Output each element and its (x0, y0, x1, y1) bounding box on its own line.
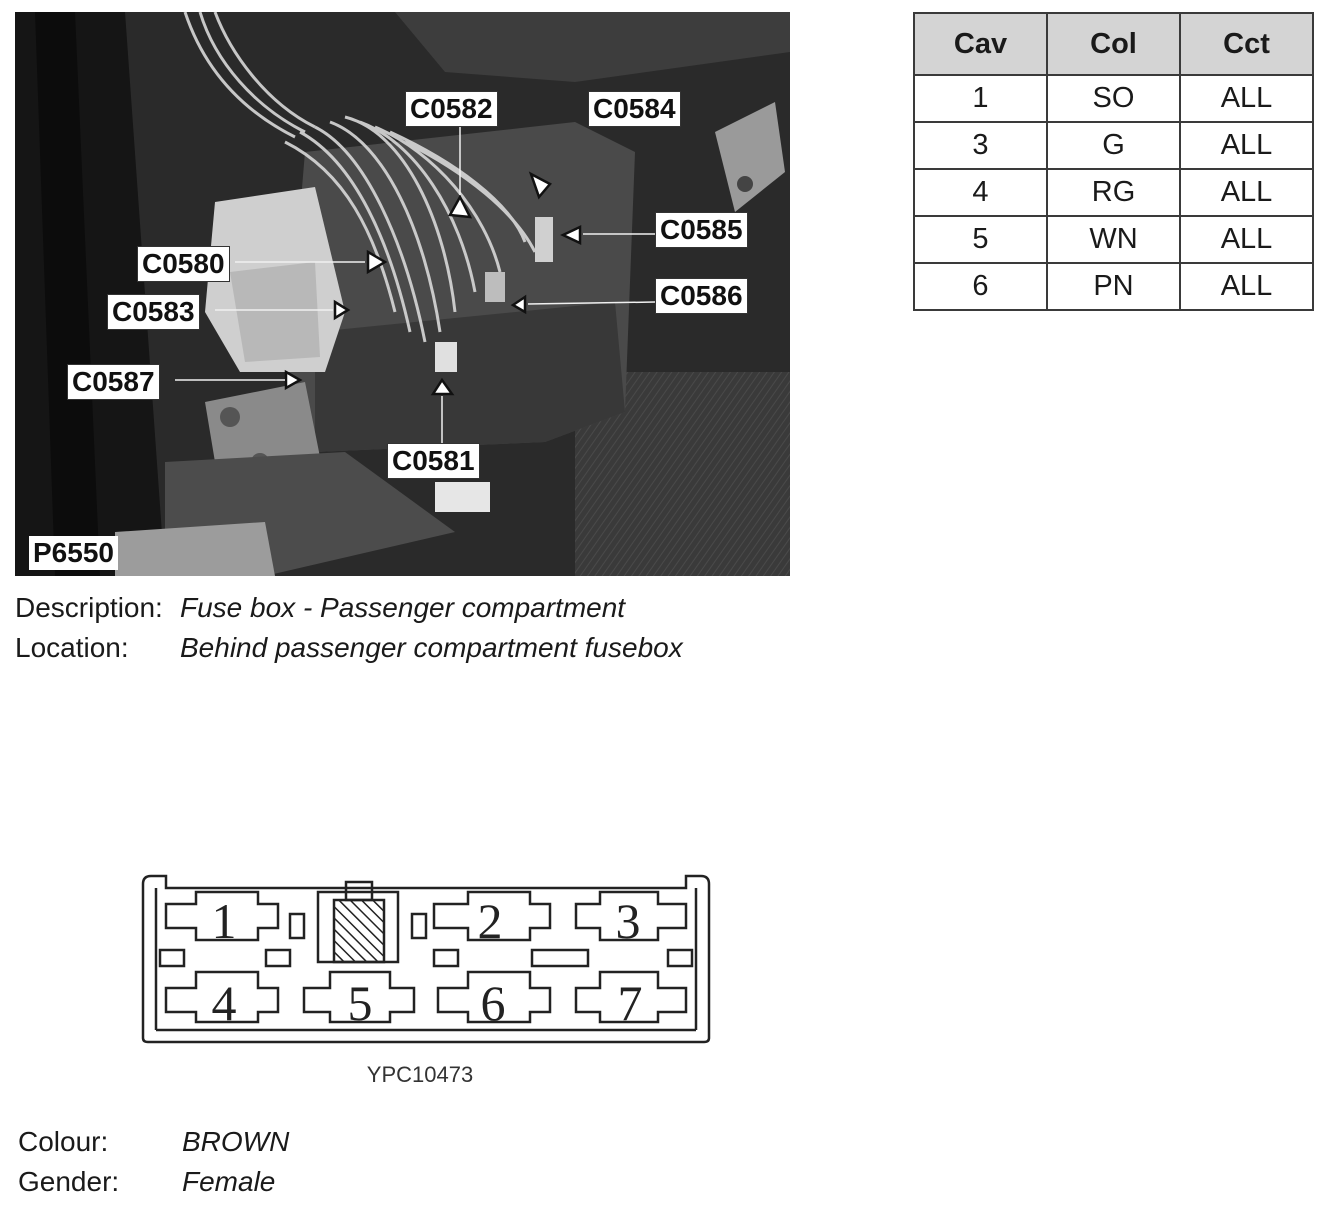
cell-cct: ALL (1180, 263, 1313, 310)
cell-col: RG (1047, 169, 1180, 216)
location-row (15, 628, 683, 668)
header-cct: Cct (1180, 13, 1313, 75)
header-cav: Cav (914, 13, 1047, 75)
cell-col: PN (1047, 263, 1180, 310)
table-header-row (914, 13, 1313, 75)
location-value: Behind passenger compartment fusebox (180, 632, 683, 663)
connector-label-c0586: C0586 (655, 278, 748, 314)
table-row (914, 122, 1313, 169)
cell-cav: 1 (914, 75, 1047, 122)
table-row (914, 75, 1313, 122)
description-row (15, 588, 683, 628)
table-row (914, 263, 1313, 310)
header-col: Col (1047, 13, 1180, 75)
fusebox-photo (15, 12, 790, 576)
properties-block (18, 1122, 289, 1202)
cell-cct: ALL (1180, 216, 1313, 263)
cell-col: WN (1047, 216, 1180, 263)
figure-code: P6550 (29, 536, 118, 570)
colour-value: BROWN (182, 1126, 290, 1157)
description-label: Description: (15, 592, 163, 623)
colour-label: Colour: (18, 1126, 109, 1157)
gender-value: Female (182, 1166, 276, 1197)
connector-label-c0587: C0587 (67, 364, 160, 400)
description-value: Fuse box - Passenger compartment (180, 592, 626, 623)
cell-cav: 4 (914, 169, 1047, 216)
table-row (914, 169, 1313, 216)
cell-col: G (1047, 122, 1180, 169)
cell-cav: 5 (914, 216, 1047, 263)
connector-label-c0584: C0584 (588, 91, 681, 127)
connector-label-c0582: C0582 (405, 91, 498, 127)
connector-label-c0581: C0581 (387, 443, 480, 479)
cavity-number-7: 7 (617, 975, 643, 1031)
cell-cav: 6 (914, 263, 1047, 310)
description-block (15, 588, 683, 668)
location-label: Location: (15, 632, 129, 663)
connector-face-diagram (138, 870, 718, 1050)
cavity-number-2: 2 (477, 893, 503, 949)
cavity-number-3: 3 (615, 893, 641, 949)
connector-label-c0585: C0585 (655, 212, 748, 248)
table-row (914, 216, 1313, 263)
gender-label: Gender: (18, 1166, 120, 1197)
cavity-number-6: 6 (480, 975, 506, 1031)
cavity-table (913, 12, 1314, 311)
cell-col: SO (1047, 75, 1180, 122)
connector-part-code: YPC10473 (366, 1062, 474, 1087)
gender-row (18, 1162, 289, 1202)
cavity-number-5: 5 (347, 975, 373, 1031)
cell-cct: ALL (1180, 169, 1313, 216)
cell-cct: ALL (1180, 122, 1313, 169)
cell-cav: 3 (914, 122, 1047, 169)
cavity-number-1: 1 (211, 893, 237, 949)
cell-cct: ALL (1180, 75, 1313, 122)
connector-label-c0580: C0580 (137, 246, 230, 282)
colour-row (18, 1122, 289, 1162)
cavity-number-4: 4 (211, 975, 237, 1031)
connector-label-c0583: C0583 (107, 294, 200, 330)
